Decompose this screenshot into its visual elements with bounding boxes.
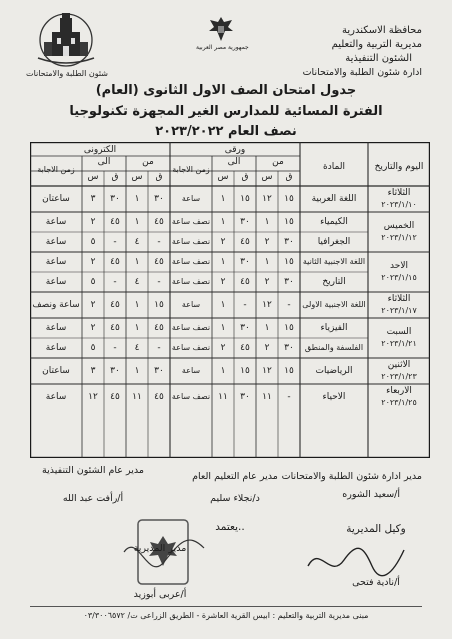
signature-1-name: أ/سعيد الشوره bbox=[342, 489, 400, 500]
e-duration: ساعة bbox=[45, 343, 67, 353]
paper-to-minute: ٣٠ bbox=[240, 257, 250, 267]
subject-cell: التاريخ bbox=[322, 277, 346, 287]
administration: ادارة شئون الطلبة والامتحانات bbox=[302, 67, 422, 78]
day-cell: الاحد bbox=[390, 261, 408, 271]
paper-to-minute: ٣٠ bbox=[240, 392, 250, 402]
e-to-minute: - bbox=[113, 277, 117, 287]
emblem-caption: جمهورية مصر العربية bbox=[196, 44, 249, 51]
e-from-hour: ١ bbox=[134, 194, 140, 204]
day-cell: الثلاثاء bbox=[387, 188, 411, 198]
subject-cell: الجغرافيا bbox=[317, 237, 351, 247]
e-to-minute: ٤٥ bbox=[110, 300, 120, 310]
paper-from-hour: ١ bbox=[264, 323, 270, 333]
header-paper-duration: زمن الاجابة bbox=[172, 165, 210, 174]
e-to-hour: ٢ bbox=[90, 257, 96, 267]
paper-from-minute: - bbox=[287, 300, 291, 310]
paper-from-hour: ٢ bbox=[264, 237, 270, 247]
header-q: ق bbox=[111, 172, 119, 182]
e-from-hour: ٤ bbox=[134, 343, 140, 353]
paper-from-minute: ١٥ bbox=[284, 194, 294, 204]
signature-2-title: مدير عام التعليم العام bbox=[192, 471, 278, 482]
paper-duration: ساعة bbox=[181, 366, 201, 375]
paper-duration: ساعة bbox=[181, 300, 201, 309]
paper-to-minute: ٣٠ bbox=[240, 217, 250, 227]
paper-from-minute: ٣٠ bbox=[284, 237, 294, 247]
paper-duration: نصف ساعة bbox=[171, 392, 211, 401]
paper-from-minute: ١٥ bbox=[284, 323, 294, 333]
paper-to-minute: ٤٥ bbox=[240, 343, 250, 353]
day-cell: الاثنين bbox=[387, 360, 411, 370]
e-to-minute: - bbox=[113, 343, 117, 353]
e-from-hour: ١ bbox=[134, 300, 140, 310]
subject-cell: الكيمياء bbox=[320, 217, 348, 227]
deputy-title: وكيل المديرية bbox=[346, 523, 406, 535]
e-duration: ساعة ونصف bbox=[32, 300, 80, 310]
director-name: أ/عربى أبوزيد bbox=[133, 589, 187, 600]
day-cell: الاربعاء bbox=[386, 386, 412, 396]
e-from-hour: ١١ bbox=[132, 392, 142, 402]
e-duration: ساعة bbox=[45, 392, 67, 402]
signature-3-name: أ/رأفت عبد الله bbox=[62, 493, 124, 504]
paper-to-hour: ١ bbox=[220, 300, 226, 310]
paper-from-minute: ١٥ bbox=[284, 257, 294, 267]
approve-label: يعتمد.. bbox=[215, 521, 245, 533]
left-logo-caption: شئون الطلبة والامتحانات bbox=[26, 69, 108, 78]
signature-2-name: د/نجلاء سليم bbox=[210, 493, 260, 504]
e-from-minute: - bbox=[157, 277, 161, 287]
paper-to-hour: ١ bbox=[220, 257, 226, 267]
e-duration: ساعة bbox=[45, 277, 67, 287]
date-cell: ٢٠٢٣/١/١٢ bbox=[381, 233, 417, 242]
paper-to-minute: ٣٠ bbox=[240, 323, 250, 333]
paper-from-hour: ١٢ bbox=[262, 366, 272, 376]
e-to-minute: ٣٠ bbox=[110, 194, 120, 204]
header-subject: المادة bbox=[323, 162, 345, 172]
e-from-minute: ٤٥ bbox=[154, 217, 164, 227]
paper-from-minute: ١٥ bbox=[284, 217, 294, 227]
header-e-to: الى bbox=[97, 157, 111, 167]
paper-to-minute: ١٥ bbox=[240, 366, 250, 376]
day-cell: الخميس bbox=[383, 221, 415, 231]
handwritten-signature bbox=[300, 536, 410, 586]
e-duration: ساعة bbox=[45, 323, 67, 333]
paper-to-minute: ١٥ bbox=[240, 194, 250, 204]
e-from-minute: ١٥ bbox=[154, 300, 164, 310]
directorate: مديرية التربية والتعليم bbox=[331, 39, 422, 50]
header-q: ق bbox=[155, 172, 163, 182]
deputy-name: أ/نادية فتحى bbox=[352, 577, 400, 588]
paper-duration: نصف ساعة bbox=[171, 237, 211, 246]
paper-from-minute: ٣٠ bbox=[284, 277, 294, 287]
e-from-hour: ١ bbox=[134, 257, 140, 267]
e-to-hour: ٢ bbox=[90, 217, 96, 227]
paper-to-hour: ٢ bbox=[220, 343, 226, 353]
subject-cell: الرياضيات bbox=[315, 366, 353, 376]
subject-cell: اللغة الاجنبية الاولى bbox=[302, 300, 366, 309]
paper-from-minute: ٣٠ bbox=[284, 343, 294, 353]
paper-duration: نصف ساعة bbox=[171, 217, 211, 226]
header-s: س bbox=[131, 172, 143, 182]
e-to-hour: ٥ bbox=[90, 237, 96, 247]
header-q: ق bbox=[241, 172, 249, 182]
paper-duration: نصف ساعة bbox=[171, 257, 211, 266]
paper-duration: نصف ساعة bbox=[171, 343, 211, 352]
title-line-1: جدول امتحان الصف الاول الثانوى (العام) bbox=[95, 83, 357, 98]
header-paper-to: الى bbox=[227, 157, 241, 167]
header-e-from: من bbox=[142, 157, 154, 167]
title-line-3: نصف العام ٢٠٢٣/٢٠٢٢ bbox=[155, 124, 297, 139]
footer-address: مبنى مديرية التربية والتعليم : ابيس القرية العاشرة - الطريق الزراعى ت/ ٠٣/٣٠٠٦٥٧٢ bbox=[83, 611, 369, 620]
subject-cell: اللغة العربية bbox=[311, 194, 357, 204]
e-from-minute: - bbox=[157, 237, 161, 247]
e-to-minute: ٤٥ bbox=[110, 392, 120, 402]
paper-from-hour: ٢ bbox=[264, 277, 270, 287]
paper-from-hour: ١ bbox=[264, 257, 270, 267]
date-cell: ٢٠٢٣/١/٢٥ bbox=[381, 398, 417, 407]
e-to-minute: ٤٥ bbox=[110, 217, 120, 227]
paper-from-minute: ١٥ bbox=[284, 366, 294, 376]
e-from-minute: ٣٠ bbox=[154, 366, 164, 376]
e-from-hour: ٤ bbox=[134, 277, 140, 287]
e-duration: ساعة bbox=[45, 237, 67, 247]
paper-from-hour: ١٢ bbox=[262, 194, 272, 204]
date-cell: ٢٠٢٣/١/٢٣ bbox=[381, 372, 417, 381]
date-cell: ٢٠٢٣/١/٢١ bbox=[381, 339, 417, 348]
e-to-hour: ٥ bbox=[90, 277, 96, 287]
subject-cell: الاحياء bbox=[322, 392, 346, 402]
e-to-minute: ٤٥ bbox=[110, 323, 120, 333]
e-from-hour: ٤ bbox=[134, 237, 140, 247]
e-to-hour: ١٢ bbox=[88, 392, 98, 402]
title-line-2: الفترة المسائية للمدارس الغير المجهزة تكنولوجيا bbox=[69, 104, 383, 119]
date-cell: ٢٠٢٣/١/١٠ bbox=[381, 200, 417, 209]
header-s: س bbox=[87, 172, 99, 182]
exam-schedule-table bbox=[30, 142, 430, 458]
header-day-date: اليوم والتاريخ bbox=[374, 162, 424, 172]
paper-duration: نصف ساعة bbox=[171, 323, 211, 332]
paper-to-minute: - bbox=[243, 300, 247, 310]
e-to-hour: ٢ bbox=[90, 323, 96, 333]
e-duration: ساعتان bbox=[42, 194, 70, 204]
header-s: س bbox=[261, 172, 273, 182]
paper-to-hour: ٢ bbox=[220, 277, 226, 287]
paper-from-hour: ١١ bbox=[262, 392, 272, 402]
header-q: ق bbox=[285, 172, 293, 182]
e-to-hour: ٣ bbox=[90, 194, 96, 204]
paper-to-minute: ٤٥ bbox=[240, 277, 250, 287]
signature-1-title: مدير ادارة شئون الطلبة والامتحانات bbox=[281, 471, 422, 482]
e-duration: ساعة bbox=[45, 217, 67, 227]
paper-from-minute: - bbox=[287, 392, 291, 402]
e-to-hour: ٣ bbox=[90, 366, 96, 376]
e-from-minute: ٤٥ bbox=[154, 257, 164, 267]
director-title: مدير المديرية bbox=[133, 543, 187, 554]
footer-rule bbox=[30, 606, 422, 607]
e-duration: ساعتان bbox=[42, 366, 70, 376]
signature-3-title: مدير عام الشئون التنفيذية bbox=[42, 465, 144, 476]
e-from-minute: ٤٥ bbox=[154, 392, 164, 402]
paper-to-hour: ١ bbox=[220, 366, 226, 376]
header-paper-from: من bbox=[272, 157, 284, 167]
e-from-minute: - bbox=[157, 343, 161, 353]
day-cell: الثلاثاء bbox=[387, 294, 411, 304]
e-from-hour: ١ bbox=[134, 366, 140, 376]
paper-from-hour: ١ bbox=[264, 217, 270, 227]
castle-logo-icon bbox=[30, 10, 102, 78]
paper-from-hour: ٢ bbox=[264, 343, 270, 353]
subject-cell: الفيزياء bbox=[320, 323, 348, 333]
subject-cell: اللغة الاجنبية الثانية bbox=[302, 257, 366, 266]
e-to-minute: ٤٥ bbox=[110, 257, 120, 267]
paper-from-hour: ١٢ bbox=[262, 300, 272, 310]
paper-to-hour: ١ bbox=[220, 323, 226, 333]
e-to-hour: ٢ bbox=[90, 300, 96, 310]
date-cell: ٢٠٢٣/١/١٥ bbox=[381, 273, 417, 282]
subject-cell: الفلسفة والمنطق bbox=[304, 343, 364, 352]
day-cell: السبت bbox=[386, 327, 412, 337]
eagle-emblem-icon bbox=[206, 14, 236, 44]
paper-to-hour: ١ bbox=[220, 217, 226, 227]
paper-duration: نصف ساعة bbox=[171, 277, 211, 286]
e-to-minute: ٣٠ bbox=[110, 366, 120, 376]
paper-to-hour: ١١ bbox=[218, 392, 228, 402]
e-from-hour: ١ bbox=[134, 323, 140, 333]
e-from-minute: ٤٥ bbox=[154, 323, 164, 333]
date-cell: ٢٠٢٣/١/١٧ bbox=[381, 306, 417, 315]
paper-to-hour: ٢ bbox=[220, 237, 226, 247]
paper-duration: ساعة bbox=[181, 194, 201, 203]
header-electronic: الكترونى bbox=[83, 145, 117, 155]
paper-to-minute: ٤٥ bbox=[240, 237, 250, 247]
header-e-duration: زمن الاجابة bbox=[37, 165, 75, 174]
paper-to-hour: ١ bbox=[220, 194, 226, 204]
header-paper: ورقى bbox=[224, 145, 246, 155]
e-from-hour: ١ bbox=[134, 217, 140, 227]
header-s: س bbox=[217, 172, 229, 182]
governorate: محافظة الاسكندرية bbox=[341, 25, 422, 36]
e-from-minute: ٣٠ bbox=[154, 194, 164, 204]
e-duration: ساعة bbox=[45, 257, 67, 267]
e-to-hour: ٥ bbox=[90, 343, 96, 353]
e-to-minute: - bbox=[113, 237, 117, 247]
department: الشئون التنفيذية bbox=[345, 53, 412, 64]
